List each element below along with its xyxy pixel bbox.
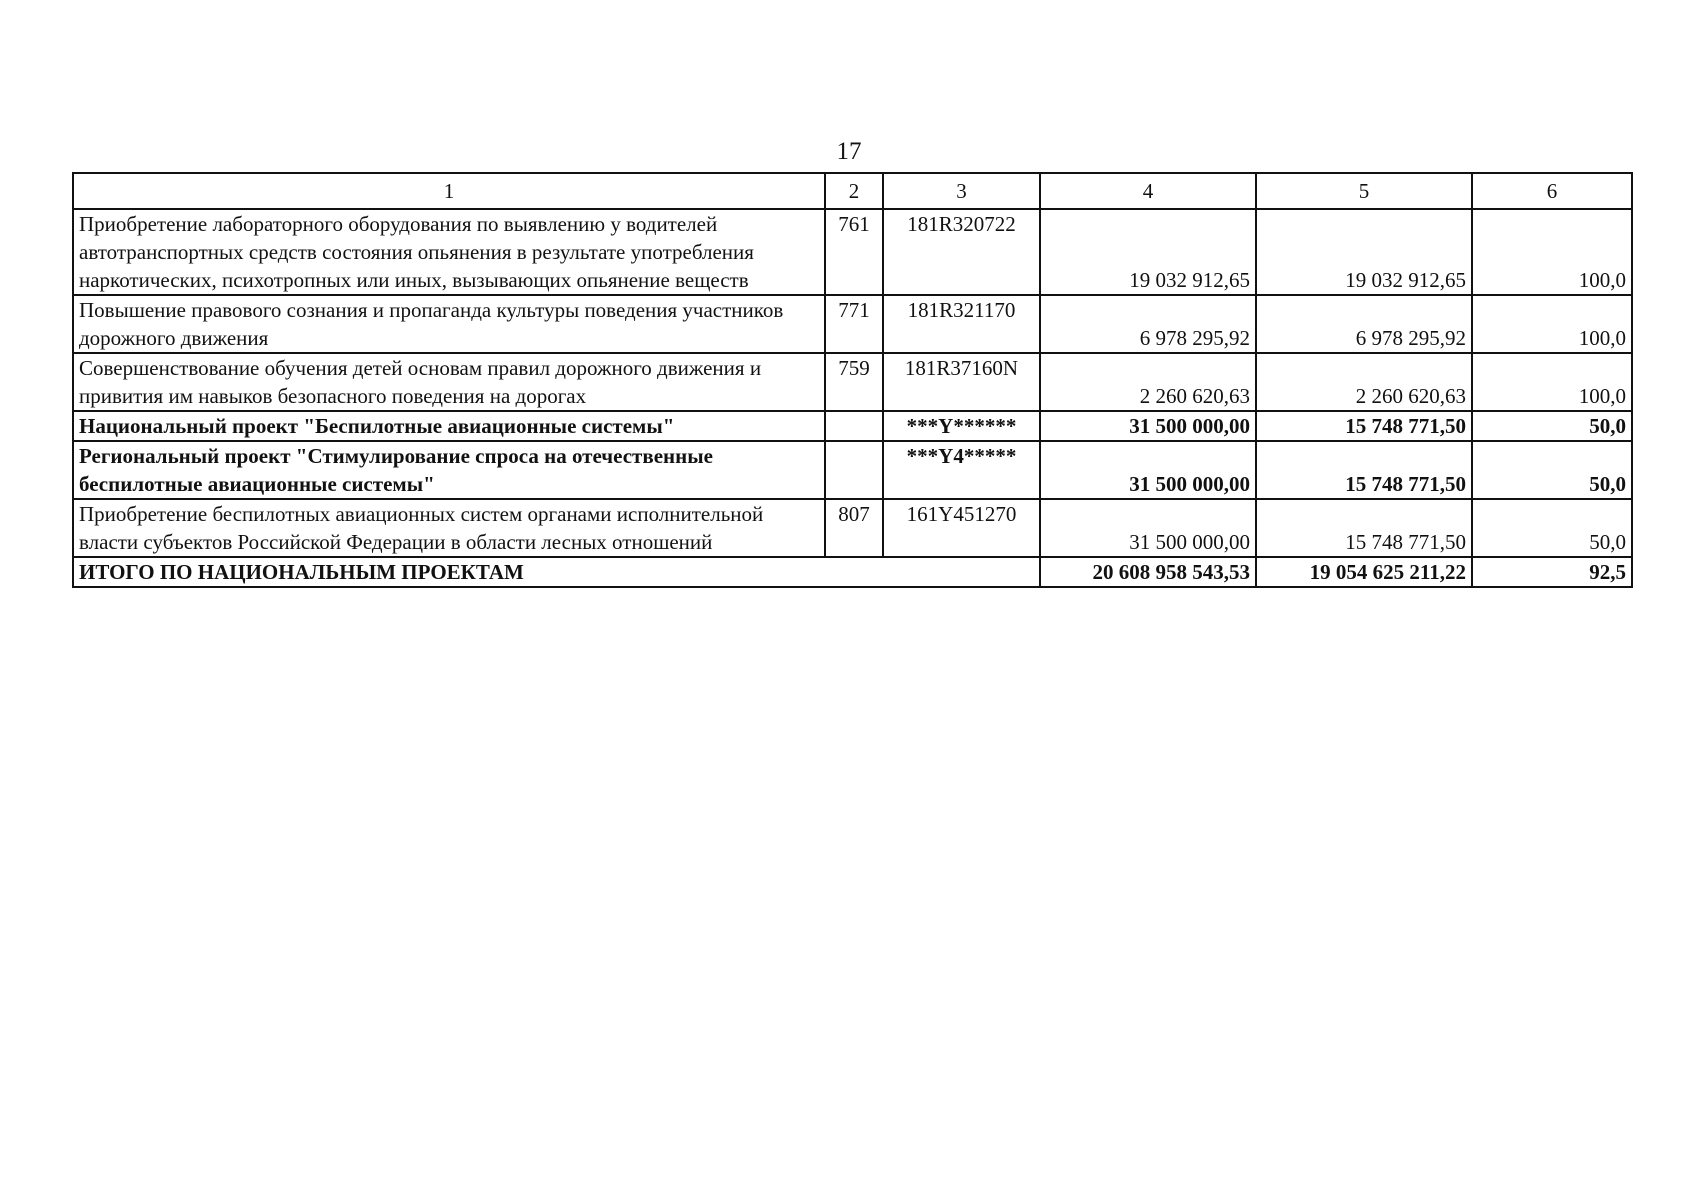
row-actual: 15 748 771,50 bbox=[1256, 411, 1472, 441]
total-actual: 19 054 625 211,22 bbox=[1256, 557, 1472, 587]
row-classifier: 181R320722 bbox=[883, 209, 1040, 295]
row-code: 761 bbox=[825, 209, 883, 295]
table-row bbox=[73, 499, 1632, 557]
row-classifier: 181R37160N bbox=[883, 353, 1040, 411]
row-planned: 31 500 000,00 bbox=[1040, 441, 1256, 499]
page-number: 17 bbox=[836, 138, 862, 165]
column-header: 1 bbox=[73, 173, 825, 209]
row-name: Совершенствование обучения детей основам правил дорожного движения и привития им навыков безопасного поведения на дорогах bbox=[73, 353, 825, 411]
row-actual: 15 748 771,50 bbox=[1256, 499, 1472, 557]
table-row bbox=[73, 353, 1632, 411]
row-classifier: ***Y****** bbox=[883, 411, 1040, 441]
row-actual: 19 032 912,65 bbox=[1256, 209, 1472, 295]
row-planned: 19 032 912,65 bbox=[1040, 209, 1256, 295]
table-header-row bbox=[73, 173, 1632, 209]
column-header: 3 bbox=[883, 173, 1040, 209]
row-percent: 100,0 bbox=[1472, 353, 1632, 411]
row-percent: 50,0 bbox=[1472, 499, 1632, 557]
total-percent: 92,5 bbox=[1472, 557, 1632, 587]
column-header: 5 bbox=[1256, 173, 1472, 209]
row-code: 771 bbox=[825, 295, 883, 353]
total-planned: 20 608 958 543,53 bbox=[1040, 557, 1256, 587]
row-planned: 2 260 620,63 bbox=[1040, 353, 1256, 411]
report-table bbox=[72, 172, 1633, 588]
row-classifier: ***Y4***** bbox=[883, 441, 1040, 499]
row-name: Приобретение лабораторного оборудования по выявлению у водителей автотранспортных средств состояния опьянения в результате употребления наркотических, психотропных или иных, вызывающих опьянение веществ bbox=[73, 209, 825, 295]
row-planned: 6 978 295,92 bbox=[1040, 295, 1256, 353]
table-total-row bbox=[73, 557, 1632, 587]
row-percent: 50,0 bbox=[1472, 441, 1632, 499]
row-planned: 31 500 000,00 bbox=[1040, 411, 1256, 441]
row-name: Региональный проект "Стимулирование спроса на отечественные беспилотные авиационные системы" bbox=[73, 441, 825, 499]
row-percent: 50,0 bbox=[1472, 411, 1632, 441]
column-header: 6 bbox=[1472, 173, 1632, 209]
row-name: Национальный проект "Беспилотные авиационные системы" bbox=[73, 411, 825, 441]
table-row bbox=[73, 209, 1632, 295]
total-label: ИТОГО ПО НАЦИОНАЛЬНЫМ ПРОЕКТАМ bbox=[73, 557, 1040, 587]
table-row-national-project bbox=[73, 411, 1632, 441]
row-code bbox=[825, 441, 883, 499]
row-code: 807 bbox=[825, 499, 883, 557]
row-planned: 31 500 000,00 bbox=[1040, 499, 1256, 557]
row-actual: 6 978 295,92 bbox=[1256, 295, 1472, 353]
row-actual: 15 748 771,50 bbox=[1256, 441, 1472, 499]
row-percent: 100,0 bbox=[1472, 209, 1632, 295]
row-classifier: 181R321170 bbox=[883, 295, 1040, 353]
row-code: 759 bbox=[825, 353, 883, 411]
column-header: 4 bbox=[1040, 173, 1256, 209]
row-percent: 100,0 bbox=[1472, 295, 1632, 353]
column-header: 2 bbox=[825, 173, 883, 209]
row-name: Приобретение беспилотных авиационных систем органами исполнительной власти субъектов Российской Федерации в области лесных отношений bbox=[73, 499, 825, 557]
row-actual: 2 260 620,63 bbox=[1256, 353, 1472, 411]
row-name: Повышение правового сознания и пропаганда культуры поведения участников дорожного движения bbox=[73, 295, 825, 353]
row-code bbox=[825, 411, 883, 441]
table-row-regional-project bbox=[73, 441, 1632, 499]
row-classifier: 161Y451270 bbox=[883, 499, 1040, 557]
table-row bbox=[73, 295, 1632, 353]
